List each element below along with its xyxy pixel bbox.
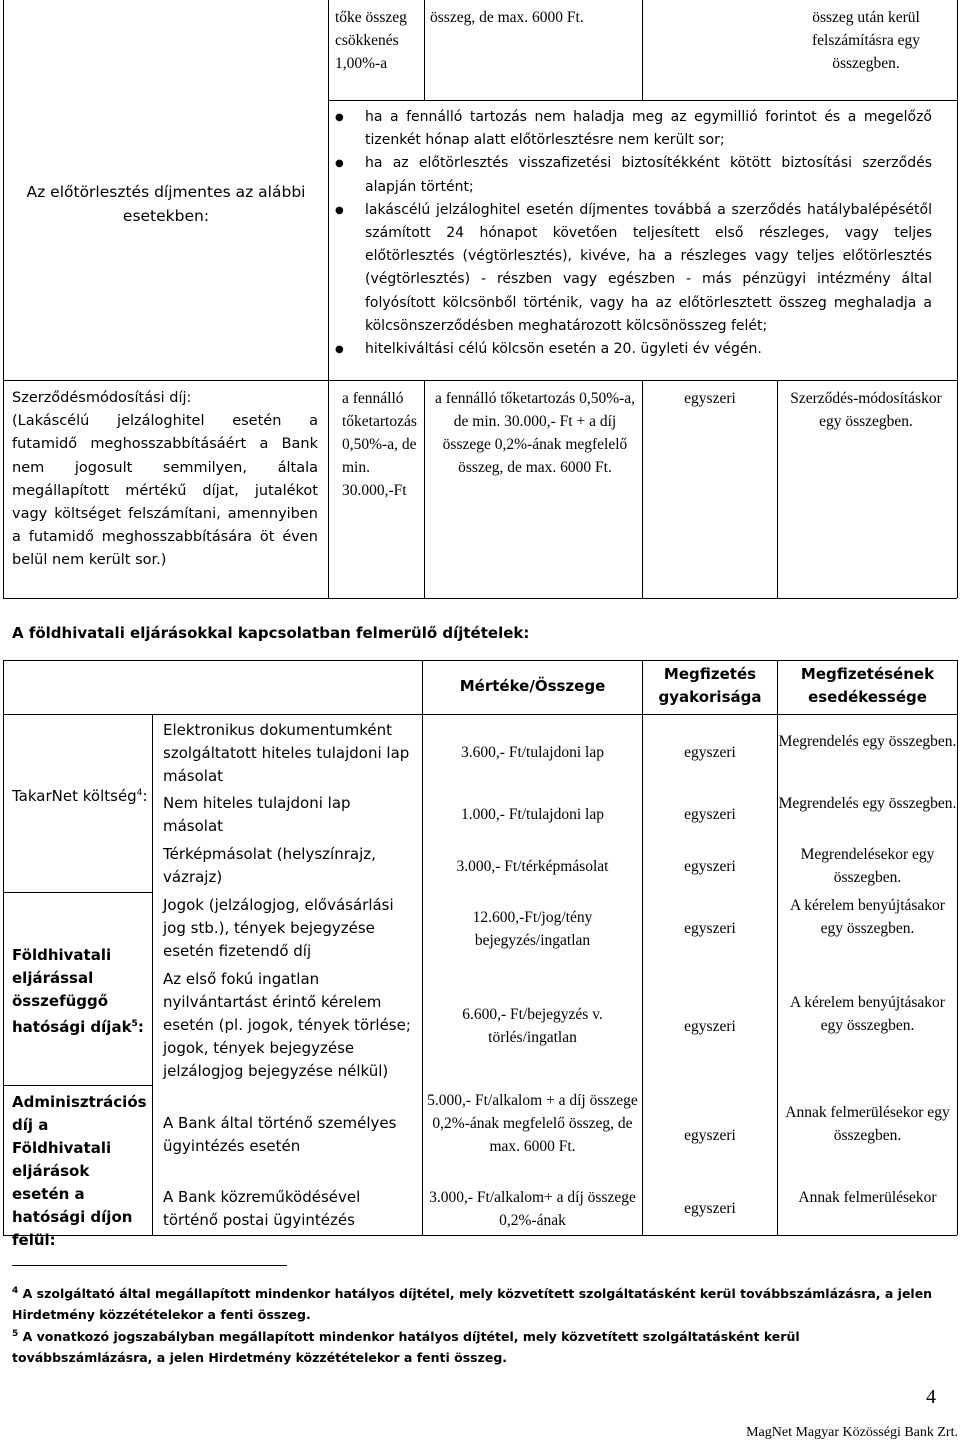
contract-modification-title: Szerződésmódosítási díj:	[12, 390, 192, 406]
header-due: Megfizetésének esedékessége	[800, 665, 935, 706]
footnote-4: $^4$ A szolgáltató által megállapított mindenkor hatályos díjtétel, mely közvetített szolgáltatásként kerül továbbszámlázásra, a jelen Hirdetmény közzétételekor a fenti összeg.	[12, 1286, 933, 1323]
row-frequency: egyszeri	[684, 806, 736, 823]
group-admin: Adminisztrációs díj a Földhivatali eljárások esetén a hatósági díjon felül:	[12, 1093, 147, 1249]
row-frequency: egyszeri	[684, 920, 736, 937]
modification-frequency: egyszeri	[684, 390, 736, 407]
free-prepayment-list	[335, 106, 932, 361]
row-desc: Nem hiteles tulajdoni lap másolat	[163, 794, 351, 835]
header-frequency: Megfizetés gyakorisága	[658, 665, 762, 706]
free-prepayment-label: Az előtörlesztés díjmentes az alábbi esetekben:	[26, 183, 306, 225]
row-desc: Az első fokú ingatlan nyilvántartást érintő kérelem esetén (pl. jogok, tények törlése; jogok, tények bejegyzése jelzálogjog bejegyzése nélkül)	[163, 970, 411, 1080]
row-due: Megrendelés egy összegben.	[778, 795, 957, 812]
group-land-office: Földhivatali eljárással összefüggő hatósági díjak$^5$:	[12, 946, 144, 1036]
row-amount: 1.000,- Ft/tulajdoni lap	[461, 806, 604, 823]
header-amount: Mértéke/Összege	[459, 677, 606, 695]
list-item: ● hitelkiváltási célú kölcsön esetén a 20. ügyleti év végén.	[335, 338, 932, 361]
row-due: Annak felmerülésekor egy összegben.	[785, 1104, 950, 1144]
row-frequency: egyszeri	[684, 1018, 736, 1035]
row-frequency: egyszeri	[684, 1200, 736, 1217]
prev-row-base: tőke összeg csökkenés 1,00%-a	[335, 9, 407, 72]
modification-base: a fennálló tőketartozás 0,50%-a, de min. 30.000,-Ft	[342, 390, 417, 499]
row-amount: 3.000,- Ft/alkalom+ a díj összege 0,2%-ának	[429, 1189, 636, 1229]
list-item: ● lakáscélú jelzáloghitel esetén díjmentes továbbá a szerződés hatálybalépésétől számított 24 hónapot követően teljesített első részleges, vagy teljes előtörlesztés (végtörlesztés), kivéve, ha a részleges vagy teljes előtörlesztés (végtörlesztés) - részben vagy egészben - más pénzügyi intézmény által folyósított kölcsönből történik, vagy ha az előtörlesztett összeg meghaladja a kölcsönszerződésben meghatározott kölcsönösszeg felét;	[335, 199, 932, 338]
row-amount: 3.600,- Ft/tulajdoni lap	[461, 744, 604, 761]
prev-row-amount: összeg, de max. 6000 Ft.	[430, 9, 584, 26]
row-due: Megrendelésekor egy összegben.	[800, 846, 935, 886]
modification-due: Szerződés-módosításkor egy összegben.	[790, 390, 942, 430]
footnote-separator	[12, 1265, 287, 1266]
list-item: ● ha az előtörlesztés visszafizetési biztosítékként kötött biztosítási szerződés alapján történt;	[335, 152, 932, 198]
row-due: Megrendelés egy összegben.	[778, 733, 957, 750]
row-amount: 5.000,- Ft/alkalom + a díj összege 0,2%-ának megfelelő összeg, de max. 6000 Ft.	[427, 1092, 638, 1155]
row-frequency: egyszeri	[684, 858, 736, 875]
row-frequency: egyszeri	[684, 1127, 736, 1144]
row-desc: A Bank által történő személyes ügyintézés esetén	[163, 1114, 397, 1155]
row-amount: 12.600,-Ft/jog/tény bejegyzés/ingatlan	[472, 909, 593, 949]
modification-amount: a fennálló tőketartozás 0,50%-a, de min. 30.000,- Ft + a díj összege 0,2%-ának megfelelő összeg, de max. 6000 Ft.	[434, 390, 636, 476]
row-desc: Jogok (jelzálogjog, elővásárlási jog stb.), tények bejegyzése esetén fizetendő díj	[163, 896, 394, 960]
list-item: ● ha a fennálló tartozás nem haladja meg az egymillió forintot és a megelőző tizenkét hónap alatt előtörlesztésre nem került sor;	[335, 106, 932, 152]
row-due: Annak felmerülésekor	[798, 1189, 937, 1206]
page-number: 4	[926, 1386, 936, 1408]
footnote-5: $^5$ A vonatkozó jogszabályban megállapított mindenkor hatályos díjtétel, mely közvetített szolgáltatásként kerül továbbszámlázásra, a jelen Hirdetmény közzétételekor a fenti összeg.	[12, 1329, 800, 1366]
row-desc: Elektronikus dokumentumként szolgáltatott hiteles tulajdoni lap másolat	[163, 721, 410, 785]
row-due: A kérelem benyújtásakor egy összegben.	[790, 994, 945, 1034]
row-desc: Térképmásolat (helyszínrajz, vázrajz)	[163, 845, 376, 886]
group-takarnet: TakarNet költség$^4$:	[12, 787, 148, 805]
contract-modification-cell	[12, 387, 318, 573]
row-amount: 3.000,- Ft/térképmásolat	[456, 858, 609, 875]
row-due: A kérelem benyújtásakor egy összegben.	[790, 897, 945, 937]
row-amount: 6.600,- Ft/bejegyzés v. törlés/ingatlan	[462, 1006, 603, 1046]
row-frequency: egyszeri	[684, 744, 736, 761]
prev-row-due: összeg után kerül felszámításra egy összegben.	[811, 9, 920, 72]
contract-modification-desc: (Lakáscélú jelzáloghitel esetén a futamidő meghosszabbításáért a Bank nem jogosult semmilyen, általa megállapított mértékű díjat, jutalékot vagy költséget felszámítani, amennyiben a futamidő meghosszabbítására öt éven belül nem került sor.)	[12, 413, 318, 569]
section-title: A földhivatali eljárásokkal kapcsolatban felmerülő díjtételek:	[12, 624, 530, 642]
row-desc: A Bank közreműködésével történő postai ügyintézés	[163, 1188, 361, 1229]
footer-company: MagNet Magyar Közösségi Bank Zrt.	[746, 1425, 958, 1440]
